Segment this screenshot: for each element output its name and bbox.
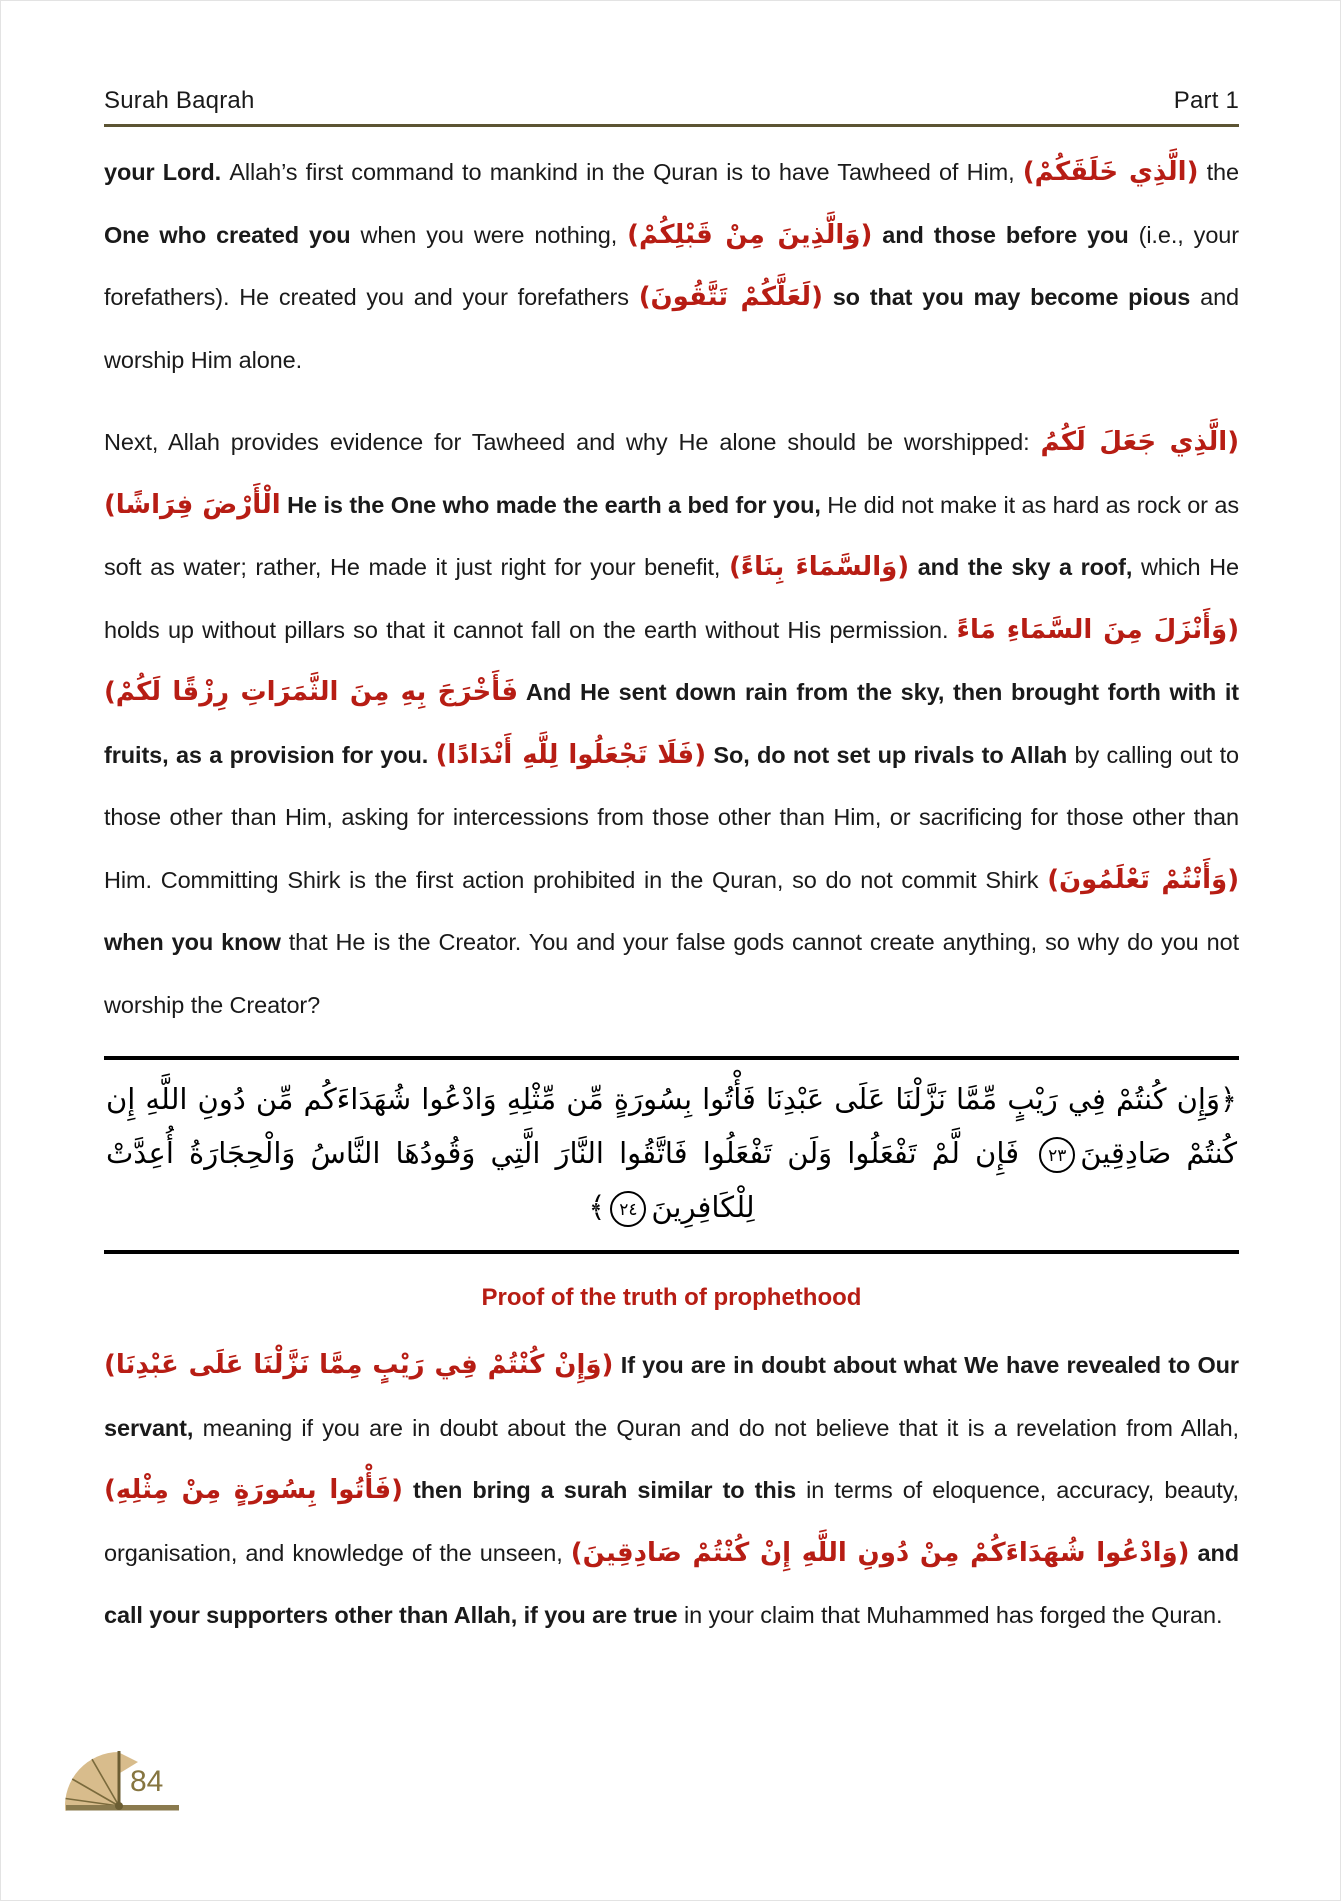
bold-text-segment: So, do not set up rivals to Allah [705, 741, 1068, 768]
text-segment: the [1198, 159, 1246, 185]
bold-text-segment: And He sent down rain from the sky, then brought forth with it fruits, as a provision for you. [104, 679, 1246, 768]
text-segment: in your claim that Muhammed has forged the Quran. [677, 1602, 1223, 1628]
arabic-quote: (وَأَنْتُمْ تَعْلَمُونَ) [1047, 864, 1239, 895]
text-segment: (i.e., your forefathers). He created you and your forefathers [104, 221, 1246, 310]
text-segment: by calling out to those other than Him, asking for intercessions from those other than Him, or sacrificing for those other than Him. Committing Shirk is the first action prohibited in the Quran, so do not commit Shirk [104, 741, 1246, 893]
verse-text: فَإِن لَّمْ تَفْعَلُوا وَلَن تَفْعَلُوا فَاتَّقُوا النَّارَ الَّتِي وَقُودُهَا النَّاسُ وَالْحِجَارَةُ أُعِدَّتْ لِلْكَافِرِينَ [96, 1136, 1035, 1224]
bold-text-segment: and call your supporters other than Allah, if you are true [104, 1539, 1246, 1628]
ayah-number-badge: ٢٣ [1039, 1137, 1075, 1173]
text-segment [872, 222, 882, 248]
arabic-quote: (وَإِنْ كُنْتُمْ فِي رَيْبٍ مِمَّا نَزَّلْنَا عَلَى عَبْدِنَا) [104, 1350, 614, 1380]
arabic-quote: (لَعَلَّكُمْ تَتَّقُونَ) [638, 282, 823, 312]
bold-text-segment: He is the One who made the earth a bed for you, [280, 491, 821, 518]
verse-text: ﴿وَإِن كُنتُمْ فِي رَيْبٍ مِّمَّا نَزَّلْنَا عَلَى عَبْدِنَا فَأْتُوا بِسُورَةٍ مِّن مِّثْلِهِ وَادْعُوا شُهَدَاءَكُم مِّن دُونِ اللَّهِ إِن كُنتُمْ صَادِقِينَ [96, 1082, 1238, 1170]
page-footer [64, 1749, 324, 1819]
text-segment: and worship Him alone. [104, 284, 1246, 373]
arabic-quote: (فَأْتُوا بِسُورَةٍ مِنْ مِثْلِهِ) [104, 1475, 403, 1505]
ayah-number-badge: ٢٤ [610, 1191, 646, 1227]
paragraph-tawheed-command [104, 141, 1246, 391]
text-segment [823, 284, 833, 310]
bold-text-segment: One who created you [104, 221, 351, 248]
paragraph-proof-of-prophethood [104, 1334, 1246, 1647]
arabic-quote: (فَلَا تَجْعَلُوا لِلَّهِ أَنْدَادًا) [435, 739, 706, 770]
page-header [104, 87, 1239, 127]
article-body [96, 141, 1249, 1647]
bold-text-segment: your Lord. [104, 159, 230, 185]
text-segment: Next, Allah provides evidence for Tawheed and why He alone should be worshipped: [104, 429, 1041, 455]
bold-text-segment: when you know [104, 866, 1246, 955]
bold-text-segment: If you are in doubt about what We have revealed to Our servant, [104, 1352, 1246, 1441]
bold-text-segment: then bring a surah similar to this [402, 1477, 797, 1503]
bold-text-segment: and those before you [882, 221, 1129, 248]
section-heading: Proof of the truth of prophethood [481, 1284, 862, 1311]
bold-text-segment: and the sky a roof, [909, 554, 1133, 580]
arabic-quote: (وَالسَّمَاءَ بِنَاءً) [729, 552, 910, 582]
arabic-quote: (الَّذِي جَعَلَ لَكُمُ الْأَرْضَ فِرَاشًا) [104, 427, 1249, 520]
arabic-quote: (الَّذِي خَلَقَكُمْ) [1022, 157, 1199, 187]
text-segment: He did not make it as hard as rock or as soft as water; rather, He made it just right for your benefit, [104, 491, 1246, 580]
paragraph-evidence-for-tawheed [104, 411, 1249, 1036]
quran-verse-block [96, 1056, 1239, 1254]
arabic-quote: (وَأَنْزَلَ مِنَ السَّمَاءِ مَاءً فَأَخْرَجَ بِهِ مِنَ الثَّمَرَاتِ رِزْقًا لَكُمْ) [104, 614, 1249, 707]
arabic-quote: (وَالَّذِينَ مِنْ قَبْلِكُمْ) [627, 219, 873, 250]
verse-text: ﴾ [588, 1190, 606, 1224]
fan-ornament-icon [64, 1749, 184, 1813]
text-segment: when you were nothing, [350, 221, 628, 248]
text-segment: Allah’s first command to mankind in the Quran is to have Tawheed of Him, [229, 159, 1023, 185]
page-number: 84 [130, 1765, 164, 1798]
text-segment: that He is the Creator. You and your false gods cannot create anything, so why do you not worship the Creator? [104, 929, 1246, 1018]
header-surah-title: Surah Baqrah [104, 87, 255, 114]
text-segment: which He holds up without pillars so that it cannot fall on the earth without His permission. [104, 554, 1246, 643]
page-content [1, 1, 1340, 1647]
text-segment: meaning if you are in doubt about the Quran and do not believe that it is a revelation from Allah, [193, 1414, 1246, 1441]
bold-text-segment: so that you may become pious [832, 284, 1191, 310]
text-segment: in terms of eloquence, accuracy, beauty, organisation, and knowledge of the unseen, [104, 1477, 1246, 1566]
arabic-quote: (وَادْعُوا شُهَدَاءَكُمْ مِنْ دُونِ اللَّهِ إِنْ كُنْتُمْ صَادِقِينَ) [570, 1537, 1190, 1568]
header-part-label: Part 1 [1173, 87, 1239, 114]
